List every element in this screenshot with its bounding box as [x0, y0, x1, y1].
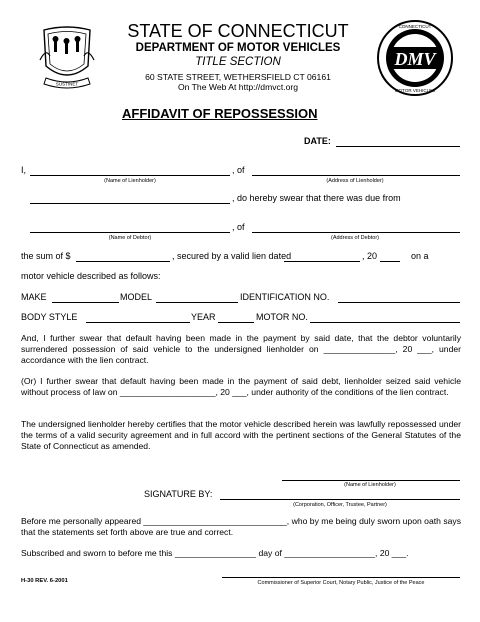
signature-lienholder-field[interactable]: [282, 480, 460, 481]
date-label: DATE:: [304, 136, 331, 146]
paragraph-subscribed: Subscribed and sworn to before me this _________________ day of ___________________, 20 ___.: [21, 548, 409, 558]
header-web: On The Web At http://dmvct.org: [177, 82, 299, 92]
caption-commissioner: Commissioner of Superior Court, Notary Public, Justice of the Peace: [257, 580, 425, 586]
caption-debtor: (Name of Debtor): [108, 235, 152, 241]
make-label: MAKE: [21, 292, 47, 302]
paragraph-certification: The undersigned lienholder hereby certifies that the motor vehicle described herein was lawfully repossessed under the terms of a valid security agreement and in full accord with the pertinent sections of the General Statutes of the State of Connecticut as amended.: [21, 419, 461, 451]
secured-text: , secured by a valid lien dated: [172, 251, 292, 261]
dmv-ring-top: CONNECTICUT: [398, 24, 432, 29]
make-field[interactable]: [52, 302, 119, 303]
dmv-logo-icon: [376, 19, 454, 97]
lienholder-address-field[interactable]: [252, 175, 460, 176]
id-no-label: IDENTIFICATION NO.: [240, 292, 330, 302]
paragraph-seizure: (Or) I further swear that default having been made in the payment of said debt, lienholder seized said vehicle without process of law on ____________________, 20 ___, under authority of the conditions of the lien contract.: [21, 376, 461, 397]
model-field[interactable]: [156, 302, 238, 303]
described-text: motor vehicle described as follows:: [21, 271, 161, 281]
form-number: H-30 REV. 6-2001: [21, 578, 68, 584]
dmv-ring-bottom: MOTOR VEHICLES: [394, 88, 436, 93]
model-label: MODEL: [120, 292, 153, 302]
body-style-field[interactable]: [86, 322, 190, 323]
debtor-name-field[interactable]: [30, 232, 230, 233]
commissioner-signature-field[interactable]: [222, 577, 460, 578]
caption-lienholder: (Name of Lienholder): [104, 178, 156, 184]
header-section: TITLE SECTION: [195, 56, 281, 68]
debtor-of: , of: [232, 222, 245, 232]
dmv-logo-text: DMV: [394, 49, 436, 69]
due-from-field[interactable]: [30, 203, 230, 204]
body-style-label: BODY STYLE: [21, 312, 78, 322]
sum-amount-field[interactable]: [76, 261, 170, 262]
lienholder-prefix: I,: [21, 165, 27, 175]
lienholder-name-field[interactable]: [30, 175, 230, 176]
motor-no-label: MOTOR NO.: [256, 312, 308, 322]
motor-no-field[interactable]: [310, 322, 460, 323]
caption-corporation: (Corporation, Officer, Trustee, Partner): [293, 502, 387, 508]
date-field[interactable]: [336, 146, 460, 147]
paragraph-voluntary-surrender: And, I further swear that default having been made in the payment by said date, that the debtor voluntarily surrendered possession of said vehicle to the undersigned lienholder on _______________, 20 ___, under accordance with the lien contract.: [21, 333, 461, 365]
year-field[interactable]: [218, 322, 254, 323]
caption-debtor-address: (Address of Debtor): [331, 235, 379, 241]
lien-date-field[interactable]: [284, 261, 360, 262]
caption-lienholder-address: (Address of Lienholder): [326, 178, 384, 184]
id-no-field[interactable]: [338, 302, 460, 303]
caption-sig-lienholder: (Name of Lienholder): [344, 482, 396, 488]
lienholder-of: , of: [232, 165, 245, 175]
header-department: DEPARTMENT OF MOTOR VEHICLES: [135, 42, 341, 54]
on-a-text: on a: [411, 251, 429, 261]
debtor-address-field[interactable]: [252, 232, 460, 233]
seal-ribbon: SUSTINET: [55, 81, 79, 87]
lien-year-field[interactable]: [380, 261, 400, 262]
year-prefix: , 20: [362, 251, 378, 261]
signature-by-field[interactable]: [220, 499, 460, 500]
paragraph-appeared: Before me personally appeared ______________________________, who by me being duly sworn upon oath says that the statements set forth above are true and correct.: [21, 516, 461, 537]
header-state: STATE OF CONNECTICUT: [127, 21, 349, 41]
state-seal-icon: [38, 26, 96, 92]
header-address: 60 STATE STREET, WETHERSFIELD CT 06161: [145, 72, 331, 82]
year-label: YEAR: [191, 312, 216, 322]
form-title: AFFIDAVIT OF REPOSSESSION: [122, 106, 318, 121]
sum-label: the sum of $: [21, 251, 71, 261]
due-from-text: , do hereby swear that there was due from: [232, 193, 401, 203]
signature-by-label: SIGNATURE BY:: [144, 489, 213, 499]
